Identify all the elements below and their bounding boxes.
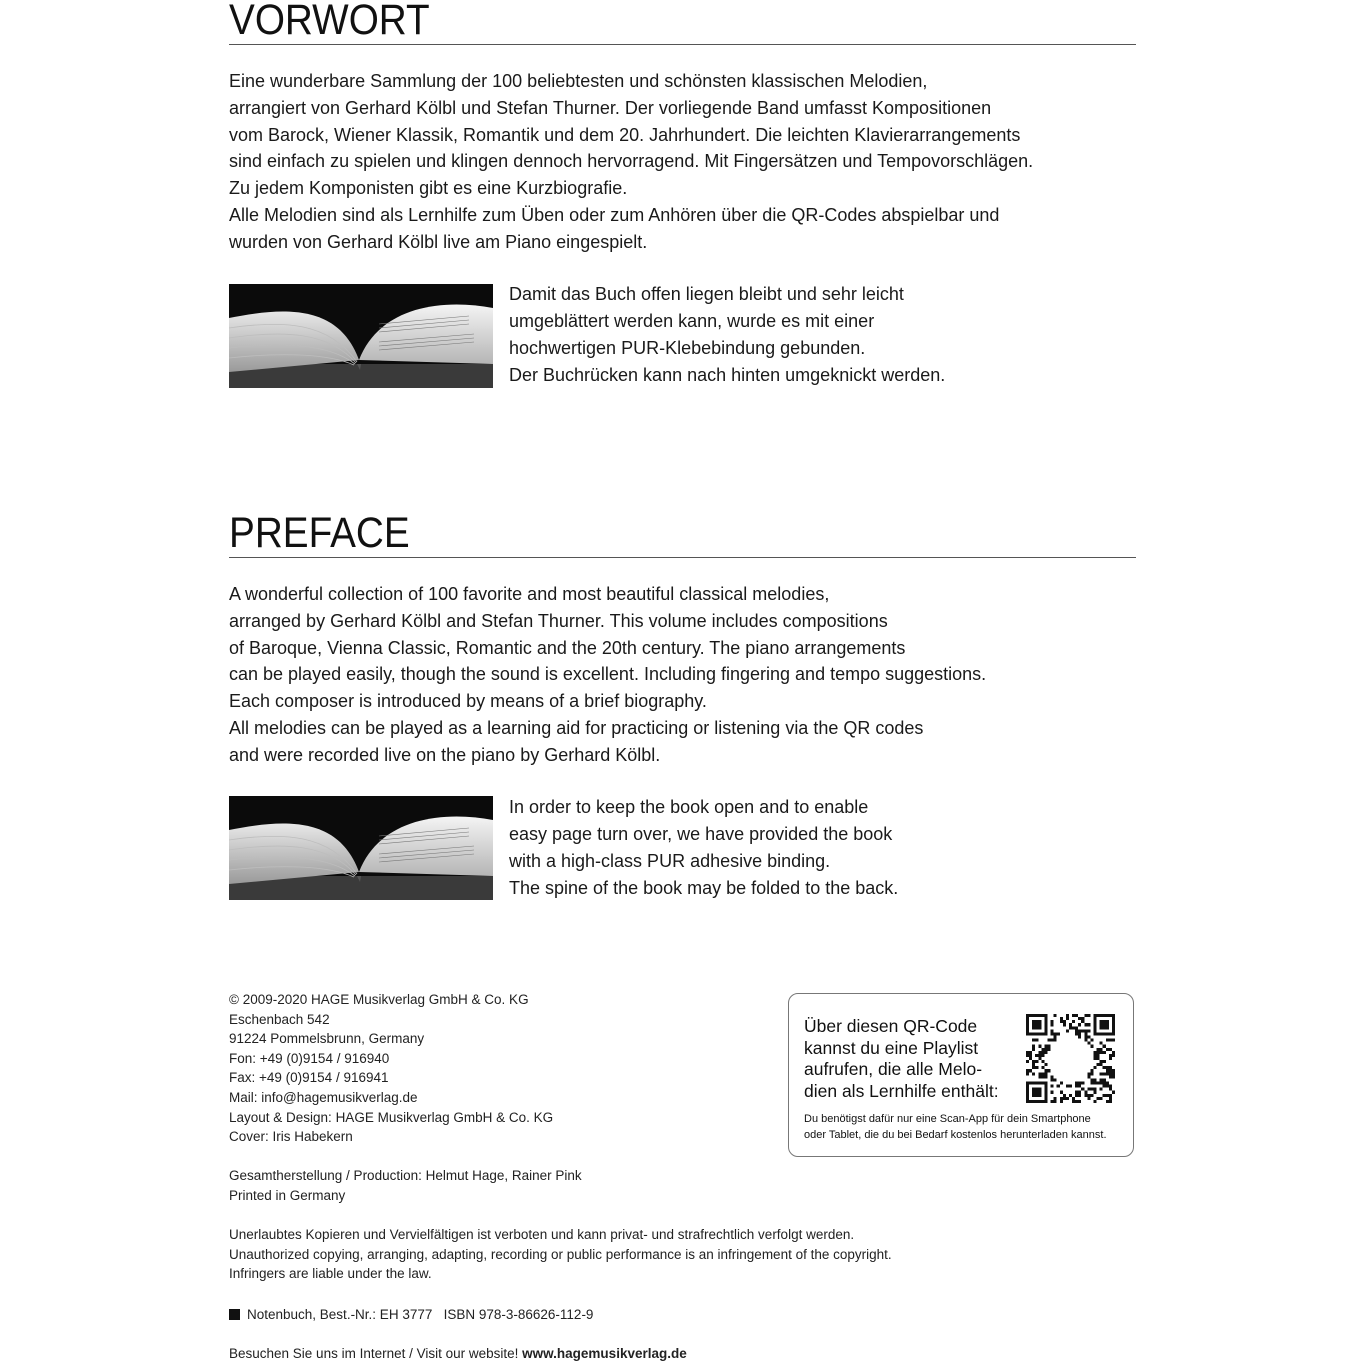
preface-rule [229, 557, 1136, 558]
vorwort-body [229, 68, 1089, 256]
preface-line: of Baroque, Vienna Classic, Romantic and the 20th century. The piano arrangements [229, 637, 906, 658]
imprint-line: Layout & Design: HAGE Musikverlag GmbH & Co. KG [229, 1109, 554, 1125]
binding-line: with a high-class PUR adhesive binding. [509, 851, 831, 871]
order-info [229, 1305, 593, 1325]
square-bullet-icon [229, 1309, 240, 1320]
preface-title: PREFACE [229, 509, 410, 557]
imprint-production [229, 1166, 869, 1205]
imprint-address [229, 990, 869, 1147]
preface-body [229, 581, 1089, 769]
preface-line: All melodies can be played as a learning aid for practicing or listening via the QR codes [229, 717, 924, 738]
production-line: Printed in Germany [229, 1187, 346, 1203]
qr-heading-line: aufrufen, die alle Melo- [804, 1059, 983, 1079]
vorwort-line: sind einfach zu spielen und klingen dennoch hervorragend. Mit Fingersätzen und Tempovorschlägen. [229, 151, 1034, 172]
qr-heading-line: Über diesen QR-Code [804, 1016, 978, 1036]
open-book-photo-icon [229, 796, 493, 900]
vorwort-line: vom Barock, Wiener Klassik, Romantik und dem 20. Jahrhundert. Die leichten Klavierarrangements [229, 124, 1021, 145]
copyright-line: Unerlaubtes Kopieren und Vervielfältigen ist verboten und kann privat- und strafrechtlich verfolgt werden. [229, 1227, 855, 1242]
visit-text: Besuchen Sie uns im Internet / Visit our website! [229, 1346, 519, 1361]
binding-line: In order to keep the book open and to enable [509, 797, 869, 817]
imprint-line: Fon: +49 (0)9154 / 916940 [229, 1050, 390, 1066]
imprint-line: © 2009-2020 HAGE Musikverlag GmbH & Co. KG [229, 992, 529, 1007]
vorwort-line: wurden von Gerhard Kölbl live am Piano eingespielt. [229, 231, 648, 252]
qr-code-icon[interactable] [1026, 1014, 1115, 1103]
qr-heading-line: dien als Lernhilfe enthält: [804, 1080, 999, 1101]
imprint-line: Cover: Iris Habekern [229, 1129, 353, 1145]
binding-line: hochwertigen PUR-Klebebindung gebunden. [509, 338, 866, 358]
preface-line: A wonderful collection of 100 favorite and most beautiful classical melodies, [229, 584, 830, 604]
vorwort-binding-text [509, 281, 1109, 389]
qr-note-line: oder Tablet, die du bei Bedarf kostenlos herunterladen kannst. [804, 1129, 1107, 1141]
preface-line: arranged by Gerhard Kölbl and Stefan Thurner. This volume includes compositions [229, 610, 888, 631]
qr-heading-line: kannst du eine Playlist [804, 1037, 979, 1058]
copyright-line: Infringers are liable under the law. [229, 1266, 432, 1282]
vorwort-line: arrangiert von Gerhard Kölbl und Stefan Thurner. Der vorliegende Band umfasst Kompositionen [229, 97, 992, 118]
qr-heading [804, 1016, 1029, 1102]
binding-line: umgeblättert werden kann, wurde es mit einer [509, 311, 875, 331]
order-info-text: Notenbuch, Best.-Nr.: EH 3777 ISBN 978-3-86626-112-9 [247, 1307, 594, 1322]
open-book-photo-icon [229, 284, 493, 388]
vorwort-line: Zu jedem Komponisten gibt es eine Kurzbiografie. [229, 178, 628, 199]
copyright-notice [229, 1225, 929, 1284]
vorwort-line: Alle Melodien sind als Lernhilfe zum Üben oder zum Anhören über die QR-Codes abspielbar und [229, 204, 1000, 225]
preface-line: Each composer is introduced by means of a brief biography. [229, 691, 707, 712]
copyright-line: Unauthorized copying, arranging, adapting, recording or public performance is an infringement of the copyright. [229, 1246, 892, 1262]
preface-line: can be played easily, though the sound is excellent. Including fingering and tempo suggestions. [229, 664, 987, 685]
preface-binding-text [509, 794, 1109, 902]
preface-line: and were recorded live on the piano by Gerhard Kölbl. [229, 744, 661, 765]
production-line: Gesamtherstellung / Production: Helmut Hage, Rainer Pink [229, 1168, 582, 1183]
imprint-line: Eschenbach 542 [229, 1011, 330, 1027]
binding-line: Der Buchrücken kann nach hinten umgeknickt werden. [509, 365, 946, 385]
vorwort-title: VORWORT [229, 0, 430, 44]
binding-line: easy page turn over, we have provided the book [509, 824, 893, 844]
vorwort-rule [229, 44, 1136, 45]
imprint-line: 91224 Pommelsbrunn, Germany [229, 1031, 425, 1047]
binding-line: The spine of the book may be folded to the back. [509, 878, 899, 898]
imprint-line: Fax: +49 (0)9154 / 916941 [229, 1070, 389, 1086]
qr-note [804, 1111, 1134, 1143]
imprint-line: Mail: info@hagemusikverlag.de [229, 1089, 418, 1105]
qr-info-box [788, 993, 1134, 1157]
qr-note-line: Du benötigst dafür nur eine Scan-App für dein Smartphone [804, 1113, 1091, 1125]
website-link[interactable]: www.hagemusikverlag.de [522, 1346, 687, 1361]
visit-line [229, 1344, 687, 1364]
binding-line: Damit das Buch offen liegen bleibt und sehr leicht [509, 284, 904, 304]
vorwort-line: Eine wunderbare Sammlung der 100 beliebtesten und schönsten klassischen Melodien, [229, 71, 928, 91]
